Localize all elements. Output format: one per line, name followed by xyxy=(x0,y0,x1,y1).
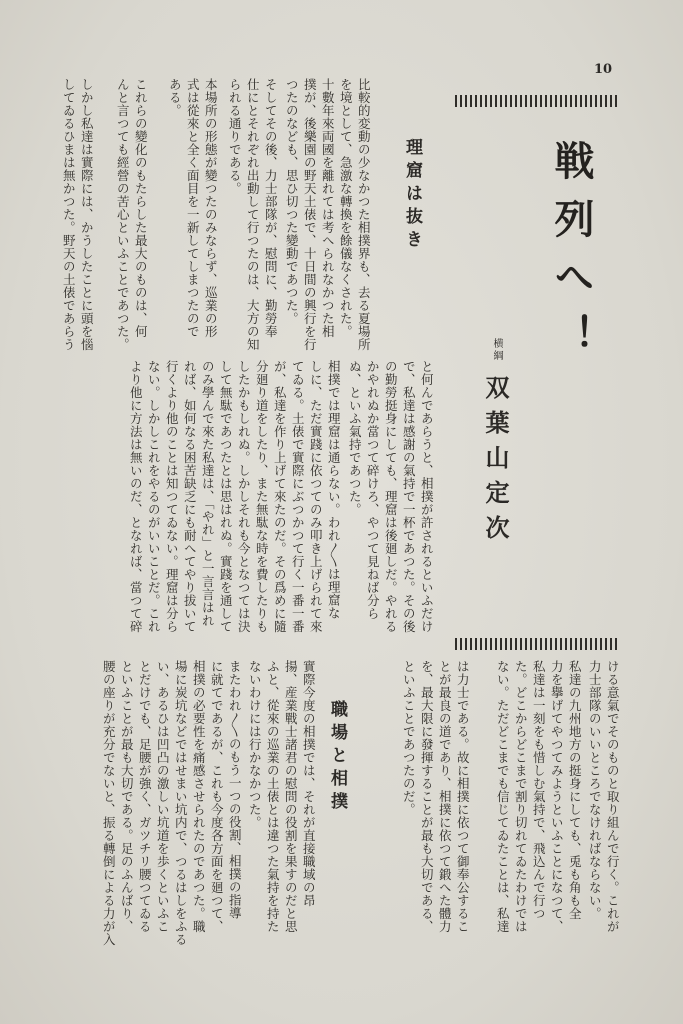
text-column: を境として、急激な轉換を餘儀なくされた。 xyxy=(338,78,354,338)
top-ornament-border xyxy=(455,95,618,107)
text-column: と何んであらうと、相撲が許されるといふだけ xyxy=(419,360,435,633)
text-column: ない。ただどこまでも信じてゐたことは、私達 xyxy=(495,660,511,933)
text-column: してゐるひまは無かつた。野天の土俵であらう xyxy=(61,78,77,351)
text-column: して無駄であつたとは思はれぬ。實踐を通して xyxy=(218,360,234,633)
text-column: れば、如何なる困苦缺乏にも耐へてやり拔いて xyxy=(182,360,198,633)
author-name: 双葉山定次 xyxy=(481,375,510,550)
text-column: の勤勞挺身にしても、理窟は後廻しだ。やれる xyxy=(383,360,399,633)
text-column: 私達は一刻をも惜しむ氣持で、飛込んで行つ xyxy=(531,660,547,920)
text-column: かやれぬか當つて碎けろ、やつて見ねば分ら xyxy=(365,360,381,620)
text-column: られる通りである。 xyxy=(227,78,243,195)
text-column: 實際今度の相撲では、それが直接職域の昂 xyxy=(301,660,317,907)
text-column: これらの變化のもたらした最大のものは、何 xyxy=(133,78,149,338)
text-column: のみ學んで來た私達は、「やれ」と一言言はれ xyxy=(200,360,216,627)
bottom-ornament-border xyxy=(455,638,618,650)
section-heading-riketsu: 理窟は抜き xyxy=(402,138,422,253)
text-column: ぬ、といふ氣持であつた。 xyxy=(347,360,363,516)
text-column: ある。 xyxy=(167,78,183,117)
page-number: 10 xyxy=(594,62,613,77)
text-column: ける意氣でそのものと取り組んで行く。これが xyxy=(605,660,621,933)
text-column: 腰の座りが充分でないと、振る轉倒による力が入 xyxy=(101,660,117,946)
author-rank: 横綱 xyxy=(491,338,502,362)
text-column: とが最良の道であり、相撲に依つて鍛へた體力 xyxy=(437,660,453,933)
text-column: 本場所の形態が變つたのみならず、巡業の形 xyxy=(203,78,219,338)
text-column: が、私達を作り上げて來たのだ。その爲めに隨 xyxy=(272,360,288,633)
text-column: より他に方法は無いのだ、となれば、當つて碎 xyxy=(128,360,144,633)
text-column: 相撲の必要性を痛感させられたのであつた。職 xyxy=(191,660,207,933)
text-column: に就てであるが、これも今度各方面を廻つて、 xyxy=(209,660,225,933)
text-column: しかし私達は實際には、かうしたことに頭を惱 xyxy=(79,78,95,351)
text-column: は力士である。故に相撲に依つて御奉公するこ xyxy=(455,660,471,933)
text-column: を、最大限に發揮することが最も大切である、 xyxy=(419,660,435,933)
text-column: 揚、産業戰士諸君の慰問の役割を果すのだと思 xyxy=(283,660,299,933)
text-column: んと言つても經營の苦心といふことであつた。 xyxy=(115,78,131,351)
text-column: 力士部隊のいいところでなければならない。 xyxy=(587,660,603,920)
text-column: 比較的変動の少なかつた相撲界も、去る夏場所 xyxy=(356,78,372,351)
text-column: ふと、從來の巡業の土俵とは違つた氣持を持た xyxy=(265,660,281,933)
text-column: ないわけには行かなかつた。 xyxy=(247,660,263,829)
text-column: とだけでも、足腰が強く、ガツチリ腰つてゐる xyxy=(137,660,153,933)
text-column: そしてその後、力士部隊が、慰問に、勤勞奉 xyxy=(263,78,279,338)
text-column: といふことであつたのだ。 xyxy=(401,660,417,816)
text-column: 私達の九州地方の挺身にしても、兎も角も全 xyxy=(567,660,583,920)
article-title: 戦列へ！ xyxy=(548,140,595,372)
text-column: い、あるひは凹凸の激しい坑道を歩くといふこ xyxy=(155,660,171,933)
text-column: 十數年來両國を離れては考へられなかつた相 xyxy=(320,78,336,338)
text-column: 分廻り道をしたり、また無駄な時を費したりも xyxy=(254,360,270,633)
text-column: またわれ〳〵のもう一つの役割、相撲の指導 xyxy=(227,660,243,920)
text-column: 撲が、後樂園の野天土俵で、十日間の興行を行 xyxy=(302,78,318,351)
text-column: 式は從來と全く面目を一新してしまつたので xyxy=(185,78,201,338)
text-column: 場に炭坑などではせまい坑内で、つるはしをふる xyxy=(173,660,189,946)
text-column: 力を擧げてやつてみようといふことになつて、 xyxy=(549,660,565,933)
text-column: 行くより他のことは知つてゐない。理窟は分ら xyxy=(164,360,180,633)
text-column: ない。しかしこれをやるのがいいことだ。これ xyxy=(146,360,162,633)
section-heading-shokuba: 職場と相撲 xyxy=(327,700,347,815)
text-column: 相撲では理窟は通らない。われ〳〵は理窟な xyxy=(326,360,342,620)
text-column: てゐる。土俵で實際にぶつかつて行く一番一番 xyxy=(290,360,306,633)
text-column: た。どこからどこまで割り切れてゐたわけでは xyxy=(513,660,529,933)
text-column: 仕にとそれぞれ出動して行つたのは、大方の知 xyxy=(245,78,261,351)
text-column: しに、ただ實踐に依つてのみ叩き上げられて來 xyxy=(308,360,324,633)
text-column: つたのなども、思ひ切つた變動であつた。 xyxy=(284,78,300,325)
text-column: で、私達は感謝の氣持で一杯であつた。その後 xyxy=(401,360,417,633)
text-column: といふことが最も大切である。足のふんばり、 xyxy=(119,660,135,933)
text-column: したかもしれぬ。しかしそれも今となつては決 xyxy=(236,360,252,633)
